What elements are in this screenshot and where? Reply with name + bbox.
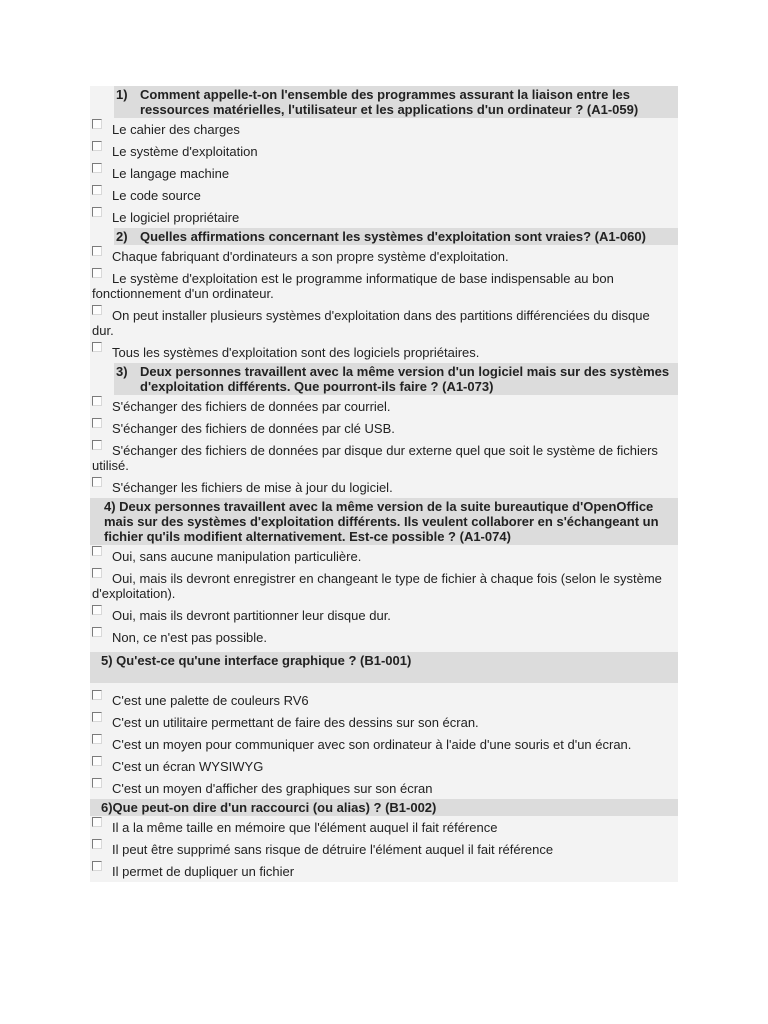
- checkbox[interactable]: [92, 778, 102, 788]
- checkbox[interactable]: [92, 440, 102, 450]
- answer-option[interactable]: [90, 341, 678, 363]
- option-label: C'est un moyen d'afficher des graphiques sur son écran: [112, 781, 433, 796]
- answer-option[interactable]: [90, 118, 678, 140]
- question-number: 3): [116, 364, 128, 379]
- option-label: S'échanger les fichiers de mise à jour du logiciel.: [112, 480, 393, 495]
- question-5-header: [90, 652, 678, 683]
- option-label: S'échanger des fichiers de données par clé USB.: [112, 421, 395, 436]
- checkbox[interactable]: [92, 119, 102, 129]
- answer-option[interactable]: [90, 476, 678, 498]
- option-label: Le système d'exploitation est le programme informatique de base indispensable au bon fonctionnement d'un ordinateur.: [92, 271, 614, 301]
- checkbox[interactable]: [92, 342, 102, 352]
- option-label: Tous les systèmes d'exploitation sont des logiciels propriétaires.: [112, 345, 480, 360]
- option-label: Le langage machine: [112, 166, 230, 181]
- option-label: Le cahier des charges: [112, 122, 240, 137]
- checkbox[interactable]: [92, 477, 102, 487]
- question-text: Comment appelle-t-on l'ensemble des programmes assurant la liaison entre les ressources matérielles, l'utilisateur et les applications d'un ordinateur ? (A1-059): [140, 87, 639, 117]
- answer-option[interactable]: [90, 267, 678, 304]
- question-text: Deux personnes travaillent avec la même version d'un logiciel mais sur des systèmes d'exploitation différents. Que pourront-ils faire ? (A1-073): [140, 364, 670, 394]
- answer-option[interactable]: [90, 417, 678, 439]
- question-6: [90, 799, 678, 882]
- option-label: C'est un écran WYSIWYG: [112, 759, 264, 774]
- option-label: C'est un moyen pour communiquer avec son ordinateur à l'aide d'une souris et d'un écran.: [112, 737, 632, 752]
- checkbox[interactable]: [92, 734, 102, 744]
- option-label: Non, ce n'est pas possible.: [112, 630, 267, 645]
- answer-option[interactable]: [90, 733, 678, 755]
- answer-option[interactable]: [90, 395, 678, 417]
- option-label: C'est un utilitaire permettant de faire des dessins sur son écran.: [112, 715, 479, 730]
- answer-option[interactable]: [90, 689, 678, 711]
- answer-option[interactable]: [90, 162, 678, 184]
- answer-option[interactable]: [90, 567, 678, 604]
- answer-option[interactable]: [90, 206, 678, 228]
- question-text: 4) Deux personnes travaillent avec la même version de la suite bureautique d'OpenOffice mais sur des systèmes d'exploitation différents. Ils veulent collaborer en s'échangeant un fichier qu'ils modifient alternativement. Est-ce possible ? (A1-074): [104, 499, 659, 544]
- checkbox[interactable]: [92, 839, 102, 849]
- checkbox[interactable]: [92, 756, 102, 766]
- question-4-header: [90, 498, 678, 545]
- answer-option[interactable]: [90, 838, 678, 860]
- option-label: S'échanger des fichiers de données par courriel.: [112, 399, 391, 414]
- checkbox[interactable]: [92, 546, 102, 556]
- checkbox[interactable]: [92, 690, 102, 700]
- question-6-header: [90, 799, 678, 816]
- answer-option[interactable]: [90, 711, 678, 733]
- option-label: Chaque fabriquant d'ordinateurs a son propre système d'exploitation.: [112, 249, 509, 264]
- question-text: 6)Que peut-on dire d'un raccourci (ou alias) ? (B1-002): [101, 800, 437, 815]
- question-1-header: [114, 86, 678, 118]
- answer-option[interactable]: [90, 626, 678, 648]
- checkbox[interactable]: [92, 418, 102, 428]
- answer-option[interactable]: [90, 816, 678, 838]
- answer-option[interactable]: [90, 755, 678, 777]
- question-number: 2): [116, 229, 128, 244]
- question-3-header: [114, 363, 678, 395]
- answer-option[interactable]: [90, 184, 678, 206]
- checkbox[interactable]: [92, 305, 102, 315]
- question-text: Quelles affirmations concernant les systèmes d'exploitation sont vraies? (A1-060): [140, 229, 646, 244]
- answer-option[interactable]: [90, 604, 678, 626]
- question-5: [90, 652, 678, 799]
- question-4: [90, 498, 678, 648]
- option-label: C'est une palette de couleurs RV6: [112, 693, 309, 708]
- question-2-header: [114, 228, 678, 245]
- checkbox[interactable]: [92, 396, 102, 406]
- option-label: Oui, mais ils devront partitionner leur disque dur.: [112, 608, 391, 623]
- option-label: Le code source: [112, 188, 201, 203]
- option-label: Il permet de dupliquer un fichier: [112, 864, 295, 879]
- answer-option[interactable]: [90, 439, 678, 476]
- checkbox[interactable]: [92, 185, 102, 195]
- answer-option[interactable]: [90, 140, 678, 162]
- answer-option[interactable]: [90, 777, 678, 799]
- option-label: Le logiciel propriétaire: [112, 210, 240, 225]
- checkbox[interactable]: [92, 246, 102, 256]
- checkbox[interactable]: [92, 817, 102, 827]
- question-number: 1): [116, 87, 128, 102]
- answer-option[interactable]: [90, 545, 678, 567]
- checkbox[interactable]: [92, 861, 102, 871]
- option-label: Le système d'exploitation: [112, 144, 258, 159]
- checkbox[interactable]: [92, 163, 102, 173]
- question-3: [90, 363, 678, 498]
- answer-option[interactable]: [90, 245, 678, 267]
- checkbox[interactable]: [92, 568, 102, 578]
- question-2: [90, 228, 678, 363]
- answer-option[interactable]: [90, 860, 678, 882]
- quiz-form: [90, 86, 678, 882]
- option-label: Il a la même taille en mémoire que l'élément auquel il fait référence: [112, 820, 498, 835]
- checkbox[interactable]: [92, 207, 102, 217]
- answer-option[interactable]: [90, 304, 678, 341]
- option-label: On peut installer plusieurs systèmes d'exploitation dans des partitions différenciées du disque dur.: [92, 308, 650, 338]
- checkbox[interactable]: [92, 141, 102, 151]
- option-label: S'échanger des fichiers de données par disque dur externe quel que soit le système de fichiers utilisé.: [92, 443, 658, 473]
- question-text: 5) Qu'est-ce qu'une interface graphique ? (B1-001): [101, 653, 412, 668]
- checkbox[interactable]: [92, 605, 102, 615]
- checkbox[interactable]: [92, 627, 102, 637]
- option-label: Oui, sans aucune manipulation particulière.: [112, 549, 362, 564]
- option-label: Oui, mais ils devront enregistrer en changeant le type de fichier à chaque fois (selon le système d'exploitation).: [92, 571, 662, 601]
- checkbox[interactable]: [92, 268, 102, 278]
- checkbox[interactable]: [92, 712, 102, 722]
- question-1: [90, 86, 678, 228]
- option-label: Il peut être supprimé sans risque de détruire l'élément auquel il fait référence: [112, 842, 554, 857]
